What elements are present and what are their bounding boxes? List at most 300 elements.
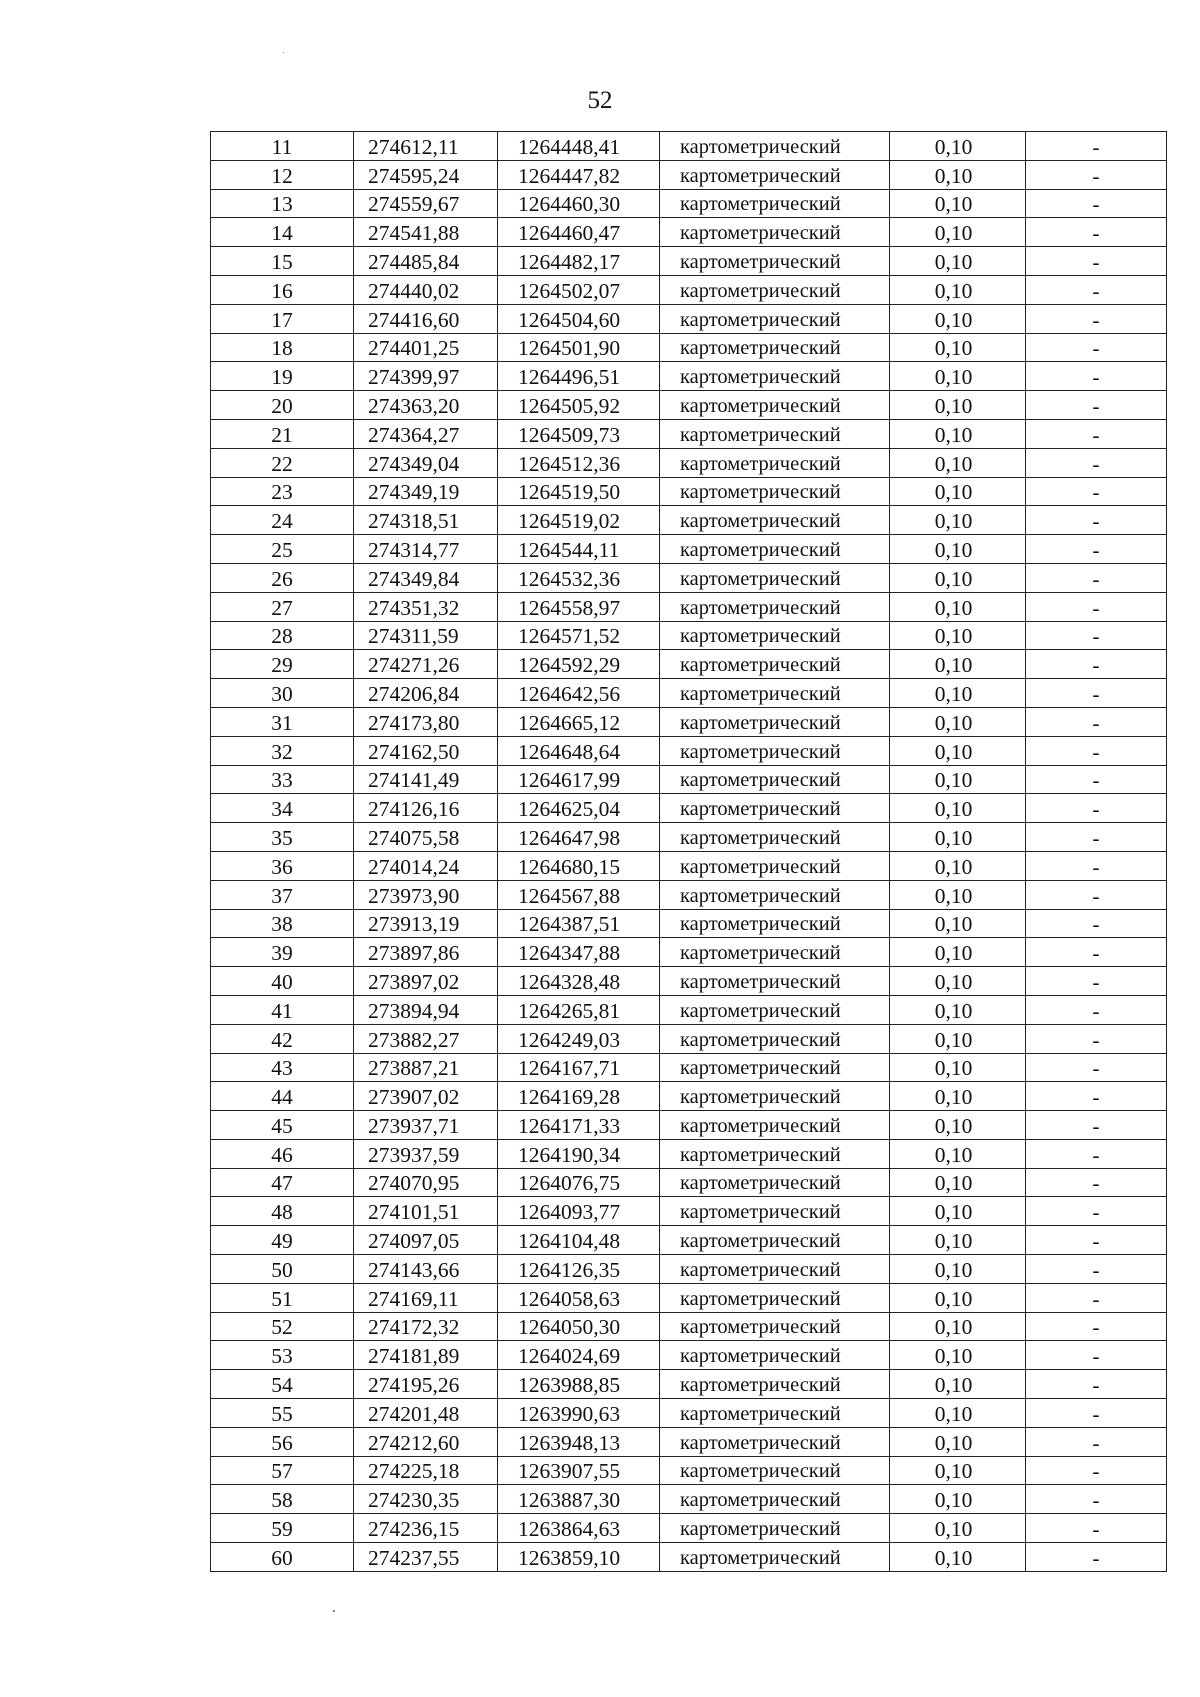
accuracy-cell: 0,10 [890,1082,1026,1111]
accuracy-cell: 0,10 [890,1255,1026,1284]
accuracy-cell: 0,10 [890,938,1026,967]
x-coordinate-cell: 274349,84 [354,563,498,592]
table-row [211,1111,1167,1140]
table-row [211,477,1167,506]
x-coordinate-cell: 274014,24 [354,851,498,880]
accuracy-cell: 0,10 [890,218,1026,247]
table-row [211,650,1167,679]
note-cell: - [1026,851,1167,880]
method-cell: картометрический [660,967,890,996]
table-row [211,938,1167,967]
accuracy-cell: 0,10 [890,995,1026,1024]
table-row [211,218,1167,247]
accuracy-cell: 0,10 [890,1427,1026,1456]
table-row [211,1370,1167,1399]
method-cell: картометрический [660,1226,890,1255]
note-cell: - [1026,823,1167,852]
table-row [211,765,1167,794]
point-number-cell: 44 [211,1082,354,1111]
x-coordinate-cell: 274314,77 [354,535,498,564]
table-row [211,736,1167,765]
y-coordinate-cell: 1264171,33 [498,1111,660,1140]
x-coordinate-cell: 274162,50 [354,736,498,765]
y-coordinate-cell: 1264642,56 [498,679,660,708]
table-row [211,1427,1167,1456]
accuracy-cell: 0,10 [890,1283,1026,1312]
x-coordinate-cell: 274206,84 [354,679,498,708]
y-coordinate-cell: 1263864,63 [498,1514,660,1543]
y-coordinate-cell: 1264504,60 [498,304,660,333]
note-cell: - [1026,1485,1167,1514]
y-coordinate-cell: 1264592,29 [498,650,660,679]
x-coordinate-cell: 273897,86 [354,938,498,967]
accuracy-cell: 0,10 [890,823,1026,852]
method-cell: картометрический [660,1053,890,1082]
accuracy-cell: 0,10 [890,1139,1026,1168]
method-cell: картометрический [660,679,890,708]
point-number-cell: 15 [211,247,354,276]
method-cell: картометрический [660,794,890,823]
y-coordinate-cell: 1264544,11 [498,535,660,564]
point-number-cell: 19 [211,362,354,391]
accuracy-cell: 0,10 [890,391,1026,420]
note-cell: - [1026,909,1167,938]
x-coordinate-cell: 274416,60 [354,304,498,333]
note-cell: - [1026,1168,1167,1197]
point-number-cell: 28 [211,621,354,650]
y-coordinate-cell: 1263859,10 [498,1543,660,1572]
y-coordinate-cell: 1263948,13 [498,1427,660,1456]
note-cell: - [1026,1283,1167,1312]
scan-speck [283,52,284,53]
y-coordinate-cell: 1264126,35 [498,1255,660,1284]
method-cell: картометрический [660,736,890,765]
method-cell: картометрический [660,160,890,189]
table-row [211,1139,1167,1168]
accuracy-cell: 0,10 [890,189,1026,218]
method-cell: картометрический [660,880,890,909]
y-coordinate-cell: 1264532,36 [498,563,660,592]
note-cell: - [1026,1341,1167,1370]
accuracy-cell: 0,10 [890,1226,1026,1255]
note-cell: - [1026,938,1167,967]
accuracy-cell: 0,10 [890,1312,1026,1341]
point-number-cell: 60 [211,1543,354,1572]
table-row [211,1197,1167,1226]
table-row [211,1399,1167,1428]
accuracy-cell: 0,10 [890,851,1026,880]
accuracy-cell: 0,10 [890,448,1026,477]
method-cell: картометрический [660,995,890,1024]
point-number-cell: 32 [211,736,354,765]
x-coordinate-cell: 274201,48 [354,1399,498,1428]
point-number-cell: 56 [211,1427,354,1456]
accuracy-cell: 0,10 [890,506,1026,535]
accuracy-cell: 0,10 [890,707,1026,736]
note-cell: - [1026,1427,1167,1456]
method-cell: картометрический [660,189,890,218]
table-row [211,535,1167,564]
accuracy-cell: 0,10 [890,1543,1026,1572]
note-cell: - [1026,1255,1167,1284]
method-cell: картометрический [660,1111,890,1140]
y-coordinate-cell: 1264104,48 [498,1226,660,1255]
table-row [211,189,1167,218]
point-number-cell: 57 [211,1456,354,1485]
y-coordinate-cell: 1264265,81 [498,995,660,1024]
method-cell: картометрический [660,448,890,477]
note-cell: - [1026,563,1167,592]
y-coordinate-cell: 1264567,88 [498,880,660,909]
accuracy-cell: 0,10 [890,1024,1026,1053]
method-cell: картометрический [660,650,890,679]
table-row [211,1053,1167,1082]
x-coordinate-cell: 274195,26 [354,1370,498,1399]
table-row [211,506,1167,535]
method-cell: картометрический [660,823,890,852]
table-row [211,1226,1167,1255]
y-coordinate-cell: 1264509,73 [498,419,660,448]
y-coordinate-cell: 1264190,34 [498,1139,660,1168]
note-cell: - [1026,1399,1167,1428]
accuracy-cell: 0,10 [890,1456,1026,1485]
method-cell: картометрический [660,621,890,650]
point-number-cell: 59 [211,1514,354,1543]
x-coordinate-cell: 274399,97 [354,362,498,391]
note-cell: - [1026,1456,1167,1485]
note-cell: - [1026,880,1167,909]
x-coordinate-cell: 273882,27 [354,1024,498,1053]
point-number-cell: 45 [211,1111,354,1140]
point-number-cell: 17 [211,304,354,333]
x-coordinate-cell: 274612,11 [354,132,498,161]
y-coordinate-cell: 1264648,64 [498,736,660,765]
method-cell: картометрический [660,362,890,391]
point-number-cell: 50 [211,1255,354,1284]
note-cell: - [1026,1139,1167,1168]
x-coordinate-cell: 274351,32 [354,592,498,621]
x-coordinate-cell: 274271,26 [354,650,498,679]
y-coordinate-cell: 1264501,90 [498,333,660,362]
accuracy-cell: 0,10 [890,563,1026,592]
note-cell: - [1026,621,1167,650]
table-row [211,1456,1167,1485]
x-coordinate-cell: 273937,71 [354,1111,498,1140]
point-number-cell: 18 [211,333,354,362]
method-cell: картометрический [660,1197,890,1226]
method-cell: картометрический [660,304,890,333]
note-cell: - [1026,967,1167,996]
table-row [211,909,1167,938]
table-row [211,247,1167,276]
method-cell: картометрический [660,1485,890,1514]
note-cell: - [1026,477,1167,506]
x-coordinate-cell: 274595,24 [354,160,498,189]
table-row [211,275,1167,304]
y-coordinate-cell: 1264617,99 [498,765,660,794]
accuracy-cell: 0,10 [890,535,1026,564]
point-number-cell: 26 [211,563,354,592]
point-number-cell: 22 [211,448,354,477]
x-coordinate-cell: 273973,90 [354,880,498,909]
note-cell: - [1026,1082,1167,1111]
accuracy-cell: 0,10 [890,1053,1026,1082]
x-coordinate-cell: 273887,21 [354,1053,498,1082]
note-cell: - [1026,304,1167,333]
x-coordinate-cell: 273894,94 [354,995,498,1024]
x-coordinate-cell: 274559,67 [354,189,498,218]
note-cell: - [1026,1370,1167,1399]
method-cell: картометрический [660,333,890,362]
method-cell: картометрический [660,1399,890,1428]
table-row [211,1312,1167,1341]
accuracy-cell: 0,10 [890,1168,1026,1197]
note-cell: - [1026,1226,1167,1255]
method-cell: картометрический [660,1312,890,1341]
accuracy-cell: 0,10 [890,1197,1026,1226]
point-number-cell: 12 [211,160,354,189]
point-number-cell: 21 [211,419,354,448]
x-coordinate-cell: 274172,32 [354,1312,498,1341]
point-number-cell: 55 [211,1399,354,1428]
accuracy-cell: 0,10 [890,650,1026,679]
method-cell: картометрический [660,391,890,420]
x-coordinate-cell: 273907,02 [354,1082,498,1111]
note-cell: - [1026,794,1167,823]
point-number-cell: 25 [211,535,354,564]
method-cell: картометрический [660,765,890,794]
y-coordinate-cell: 1264502,07 [498,275,660,304]
method-cell: картометрический [660,247,890,276]
point-number-cell: 40 [211,967,354,996]
x-coordinate-cell: 274364,27 [354,419,498,448]
point-number-cell: 49 [211,1226,354,1255]
table-row [211,160,1167,189]
table-row [211,851,1167,880]
point-number-cell: 24 [211,506,354,535]
note-cell: - [1026,1312,1167,1341]
note-cell: - [1026,1197,1167,1226]
accuracy-cell: 0,10 [890,1111,1026,1140]
x-coordinate-cell: 273897,02 [354,967,498,996]
table-row [211,1341,1167,1370]
note-cell: - [1026,218,1167,247]
y-coordinate-cell: 1264347,88 [498,938,660,967]
x-coordinate-cell: 273937,59 [354,1139,498,1168]
table-row [211,1024,1167,1053]
method-cell: картометрический [660,477,890,506]
x-coordinate-cell: 274311,59 [354,621,498,650]
x-coordinate-cell: 274075,58 [354,823,498,852]
y-coordinate-cell: 1264482,17 [498,247,660,276]
method-cell: картометрический [660,275,890,304]
x-coordinate-cell: 274349,19 [354,477,498,506]
accuracy-cell: 0,10 [890,909,1026,938]
method-cell: картометрический [660,535,890,564]
y-coordinate-cell: 1264460,30 [498,189,660,218]
page-number: 52 [587,87,613,114]
y-coordinate-cell: 1264647,98 [498,823,660,852]
accuracy-cell: 0,10 [890,679,1026,708]
x-coordinate-cell: 274236,15 [354,1514,498,1543]
x-coordinate-cell: 274212,60 [354,1427,498,1456]
y-coordinate-cell: 1264167,71 [498,1053,660,1082]
point-number-cell: 29 [211,650,354,679]
x-coordinate-cell: 274181,89 [354,1341,498,1370]
y-coordinate-cell: 1264024,69 [498,1341,660,1370]
method-cell: картометрический [660,419,890,448]
note-cell: - [1026,333,1167,362]
x-coordinate-cell: 274541,88 [354,218,498,247]
note-cell: - [1026,650,1167,679]
method-cell: картометрический [660,1427,890,1456]
y-coordinate-cell: 1264519,50 [498,477,660,506]
y-coordinate-cell: 1264625,04 [498,794,660,823]
table-row [211,592,1167,621]
method-cell: картометрический [660,132,890,161]
note-cell: - [1026,362,1167,391]
note-cell: - [1026,1111,1167,1140]
x-coordinate-cell: 274349,04 [354,448,498,477]
table-row [211,823,1167,852]
x-coordinate-cell: 273913,19 [354,909,498,938]
x-coordinate-cell: 274101,51 [354,1197,498,1226]
x-coordinate-cell: 274143,66 [354,1255,498,1284]
note-cell: - [1026,592,1167,621]
y-coordinate-cell: 1263907,55 [498,1456,660,1485]
method-cell: картометрический [660,707,890,736]
method-cell: картометрический [660,563,890,592]
accuracy-cell: 0,10 [890,419,1026,448]
point-number-cell: 54 [211,1370,354,1399]
point-number-cell: 41 [211,995,354,1024]
table-row [211,967,1167,996]
point-number-cell: 20 [211,391,354,420]
table-row [211,132,1167,161]
accuracy-cell: 0,10 [890,1399,1026,1428]
point-number-cell: 37 [211,880,354,909]
y-coordinate-cell: 1263988,85 [498,1370,660,1399]
table-row [211,419,1167,448]
accuracy-cell: 0,10 [890,880,1026,909]
note-cell: - [1026,160,1167,189]
table-row [211,563,1167,592]
note-cell: - [1026,275,1167,304]
point-number-cell: 35 [211,823,354,852]
method-cell: картометрический [660,1370,890,1399]
point-number-cell: 23 [211,477,354,506]
table-row [211,1514,1167,1543]
accuracy-cell: 0,10 [890,1514,1026,1543]
y-coordinate-cell: 1263887,30 [498,1485,660,1514]
table-row [211,391,1167,420]
point-number-cell: 58 [211,1485,354,1514]
point-number-cell: 30 [211,679,354,708]
point-number-cell: 51 [211,1283,354,1312]
note-cell: - [1026,995,1167,1024]
y-coordinate-cell: 1264093,77 [498,1197,660,1226]
accuracy-cell: 0,10 [890,1370,1026,1399]
note-cell: - [1026,419,1167,448]
note-cell: - [1026,247,1167,276]
table-row [211,707,1167,736]
x-coordinate-cell: 274173,80 [354,707,498,736]
x-coordinate-cell: 274363,20 [354,391,498,420]
accuracy-cell: 0,10 [890,1341,1026,1370]
x-coordinate-cell: 274225,18 [354,1456,498,1485]
point-number-cell: 42 [211,1024,354,1053]
method-cell: картометрический [660,1168,890,1197]
point-number-cell: 27 [211,592,354,621]
accuracy-cell: 0,10 [890,592,1026,621]
table-row [211,1255,1167,1284]
y-coordinate-cell: 1264169,28 [498,1082,660,1111]
y-coordinate-cell: 1264058,63 [498,1283,660,1312]
note-cell: - [1026,506,1167,535]
y-coordinate-cell: 1264460,47 [498,218,660,247]
table-row [211,304,1167,333]
point-number-cell: 36 [211,851,354,880]
method-cell: картометрический [660,938,890,967]
x-coordinate-cell: 274070,95 [354,1168,498,1197]
y-coordinate-cell: 1263990,63 [498,1399,660,1428]
table-row [211,333,1167,362]
accuracy-cell: 0,10 [890,275,1026,304]
table-row [211,448,1167,477]
point-number-cell: 47 [211,1168,354,1197]
point-number-cell: 31 [211,707,354,736]
accuracy-cell: 0,10 [890,132,1026,161]
y-coordinate-cell: 1264249,03 [498,1024,660,1053]
x-coordinate-cell: 274126,16 [354,794,498,823]
table-row [211,880,1167,909]
y-coordinate-cell: 1264665,12 [498,707,660,736]
point-number-cell: 11 [211,132,354,161]
y-coordinate-cell: 1264680,15 [498,851,660,880]
table-row [211,679,1167,708]
note-cell: - [1026,707,1167,736]
method-cell: картометрический [660,1139,890,1168]
method-cell: картометрический [660,506,890,535]
coordinates-table-body [211,132,1167,1572]
table-row [211,362,1167,391]
point-number-cell: 16 [211,275,354,304]
note-cell: - [1026,132,1167,161]
point-number-cell: 48 [211,1197,354,1226]
note-cell: - [1026,535,1167,564]
table-row [211,1168,1167,1197]
note-cell: - [1026,679,1167,708]
point-number-cell: 52 [211,1312,354,1341]
method-cell: картометрический [660,1543,890,1572]
x-coordinate-cell: 274141,49 [354,765,498,794]
y-coordinate-cell: 1264512,36 [498,448,660,477]
note-cell: - [1026,1514,1167,1543]
x-coordinate-cell: 274230,35 [354,1485,498,1514]
note-cell: - [1026,1543,1167,1572]
y-coordinate-cell: 1264519,02 [498,506,660,535]
point-number-cell: 14 [211,218,354,247]
x-coordinate-cell: 274318,51 [354,506,498,535]
accuracy-cell: 0,10 [890,362,1026,391]
note-cell: - [1026,765,1167,794]
y-coordinate-cell: 1264328,48 [498,967,660,996]
x-coordinate-cell: 274237,55 [354,1543,498,1572]
x-coordinate-cell: 274097,05 [354,1226,498,1255]
y-coordinate-cell: 1264505,92 [498,391,660,420]
accuracy-cell: 0,10 [890,333,1026,362]
accuracy-cell: 0,10 [890,765,1026,794]
